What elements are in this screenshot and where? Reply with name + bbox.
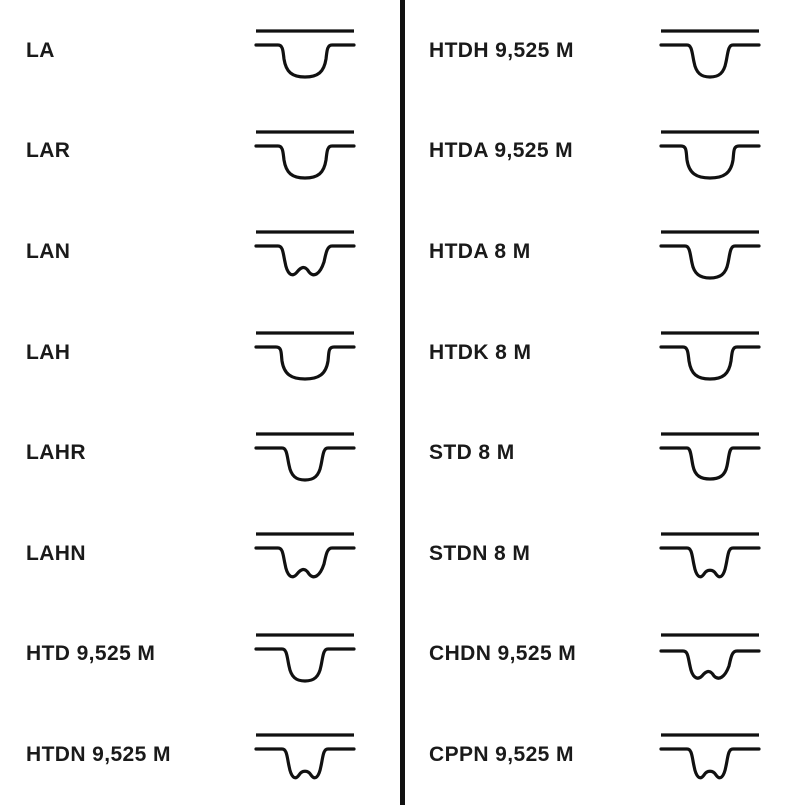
profile-row (0, 604, 400, 705)
profile-row (405, 704, 805, 805)
profile-row (405, 503, 805, 604)
profile-row (405, 402, 805, 503)
belt-profile-single-wide-round-tooth-icon (250, 15, 360, 85)
profile-label: LAHN (26, 541, 86, 565)
belt-profile-narrow-tooth-with-notch-icon (655, 518, 765, 588)
profile-label: CPPN 9,525 M (429, 742, 574, 766)
belt-profile-wide-tooth-with-notch-icon (250, 518, 360, 588)
profile-label: HTDN 9,525 M (26, 742, 171, 766)
left-column (0, 0, 400, 805)
right-column (405, 0, 805, 805)
profile-row (0, 0, 400, 101)
profile-row (0, 704, 400, 805)
profile-label: LAR (26, 139, 71, 163)
belt-profile-single-narrow-round-tooth-icon (655, 216, 765, 286)
profile-row (0, 503, 400, 604)
belt-profile-single-narrow-round-tooth-icon (250, 619, 360, 689)
belt-profile-narrow-tooth-with-notch-icon (655, 719, 765, 789)
profile-label: STDN 8 M (429, 541, 531, 565)
belt-profile-wide-tooth-with-notch-icon (655, 619, 765, 689)
belt-profile-single-wide-round-tooth-icon (250, 116, 360, 186)
profile-label: STD 8 M (429, 441, 515, 465)
belt-profile-narrow-tooth-with-notch-icon (250, 719, 360, 789)
belt-profile-single-wide-round-tooth-icon (250, 317, 360, 387)
profile-row (405, 604, 805, 705)
belt-profile-wide-tooth-with-notch-icon (250, 216, 360, 286)
profile-label: CHDN 9,525 M (429, 642, 577, 666)
profile-row (405, 201, 805, 302)
profile-label: LAN (26, 239, 71, 263)
belt-profile-single-narrow-round-tooth-icon (655, 418, 765, 488)
profile-label: HTDK 8 M (429, 340, 532, 364)
profile-row (405, 0, 805, 101)
belt-profile-single-narrow-round-tooth-icon (250, 418, 360, 488)
profile-row (0, 101, 400, 202)
profile-row (0, 302, 400, 403)
profile-row (0, 402, 400, 503)
profile-label: LAH (26, 340, 71, 364)
profile-row (0, 201, 400, 302)
profile-label: LA (26, 38, 55, 62)
profile-label: HTDA 9,525 M (429, 139, 574, 163)
belt-profile-single-wide-round-tooth-icon (655, 317, 765, 387)
profile-label: HTD 9,525 M (26, 642, 156, 666)
profile-row (405, 302, 805, 403)
belt-profile-single-wide-round-tooth-icon (655, 116, 765, 186)
profile-label: LAHR (26, 441, 86, 465)
profile-row (405, 101, 805, 202)
profile-label: HTDA 8 M (429, 239, 531, 263)
belt-profile-single-narrow-round-tooth-icon (655, 15, 765, 85)
profile-label: HTDH 9,525 M (429, 38, 574, 62)
